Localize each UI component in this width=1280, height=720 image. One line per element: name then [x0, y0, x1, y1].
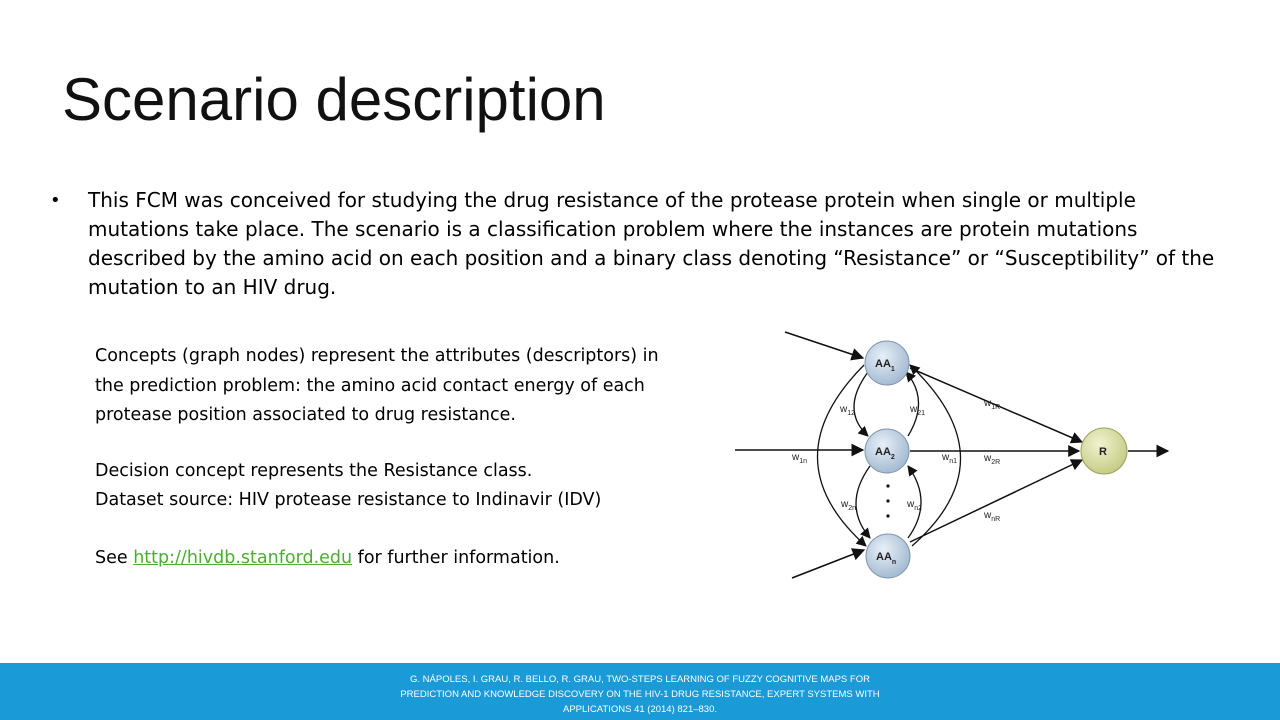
- weight-w2R: $w_{2R}$: [984, 453, 1001, 466]
- node-aa1: [865, 341, 909, 385]
- edge-aan-r: [910, 460, 1082, 542]
- concepts-line-2: the prediction problem: the amino acid contact energy of each: [95, 376, 645, 396]
- ellipsis-dot: [886, 484, 889, 487]
- node-aa1-label: AA: [875, 358, 891, 370]
- see-more-line: [95, 544, 560, 573]
- concepts-line-1: Concepts (graph nodes) represent the attributes (descriptors) in: [95, 346, 659, 366]
- see-suffix: for further information.: [352, 548, 560, 568]
- hivdb-link[interactable]: http://hivdb.stanford.edu: [133, 548, 353, 568]
- edge-aa2-aan-left: [856, 466, 870, 538]
- weight-w21: $w_{21}$: [910, 404, 926, 417]
- node-aan-sub: n: [891, 559, 897, 566]
- bullet-paragraph: [50, 186, 1240, 302]
- node-aan: [866, 534, 910, 578]
- node-aa2-sub: 2: [890, 454, 895, 461]
- weight-w1R: $w_{1R}$: [984, 398, 1001, 411]
- ellipsis-dot: [886, 499, 889, 502]
- ellipsis-dot: [886, 514, 889, 517]
- node-aa1-sub: 1: [890, 366, 895, 373]
- node-aan-label: AA: [876, 551, 892, 563]
- edge-aa1-aa2-left: [854, 372, 868, 436]
- slide-title: Scenario description: [62, 66, 606, 133]
- citation-text: G. NÁPOLES, I. GRAU, R. BELLO, R. GRAU, TWO-STEPS LEARNING OF FUZZY COGNITIVE MAPS FOR PREDICTION AND KNOWLEDGE DISCOVERY ON THE HIV-1 DRUG RESISTANCE, EXPERT SYSTEMS WITH APPLICATIONS 41 (2014) 821–830.: [400, 674, 880, 715]
- bullet-text: This FCM was conceived for studying the drug resistance of the protease protein when single or multiple mutations take place. The scenario is a classification problem where the instances are protein mutations described by the amino acid on each position and a binary class denoting “Resistance” or “Susceptibility” of the mutation to an HIV drug.: [88, 188, 1215, 299]
- fcm-diagram: [730, 320, 1180, 590]
- citation-footer: [0, 663, 1280, 720]
- input-arrow-aan: [792, 550, 864, 578]
- node-r-label: R: [1099, 446, 1107, 458]
- input-arrow-aa1: [785, 332, 863, 358]
- node-aa2-label: AA: [875, 446, 891, 458]
- bullet-point-icon: •: [50, 190, 61, 211]
- weight-w12: $w_{12}$: [840, 404, 856, 417]
- decision-concept-text: Decision concept represents the Resistance class.: [95, 461, 533, 481]
- dataset-source-text: Dataset source: HIV protease resistance to Indinavir (IDV): [95, 490, 602, 510]
- weight-wn1: $w_{n1}$: [942, 452, 958, 465]
- node-r: [1081, 428, 1127, 474]
- see-prefix: See: [95, 548, 134, 568]
- weight-wnR: $w_{nR}$: [984, 510, 1001, 523]
- weight-w1n: $w_{1n}$: [792, 452, 808, 465]
- concepts-line-3: protease position associated to drug resistance.: [95, 405, 516, 425]
- node-aa2: [865, 429, 909, 473]
- weight-wn2: $w_{n2}$: [907, 499, 923, 512]
- weight-w2n: $w_{2n}$: [841, 499, 857, 512]
